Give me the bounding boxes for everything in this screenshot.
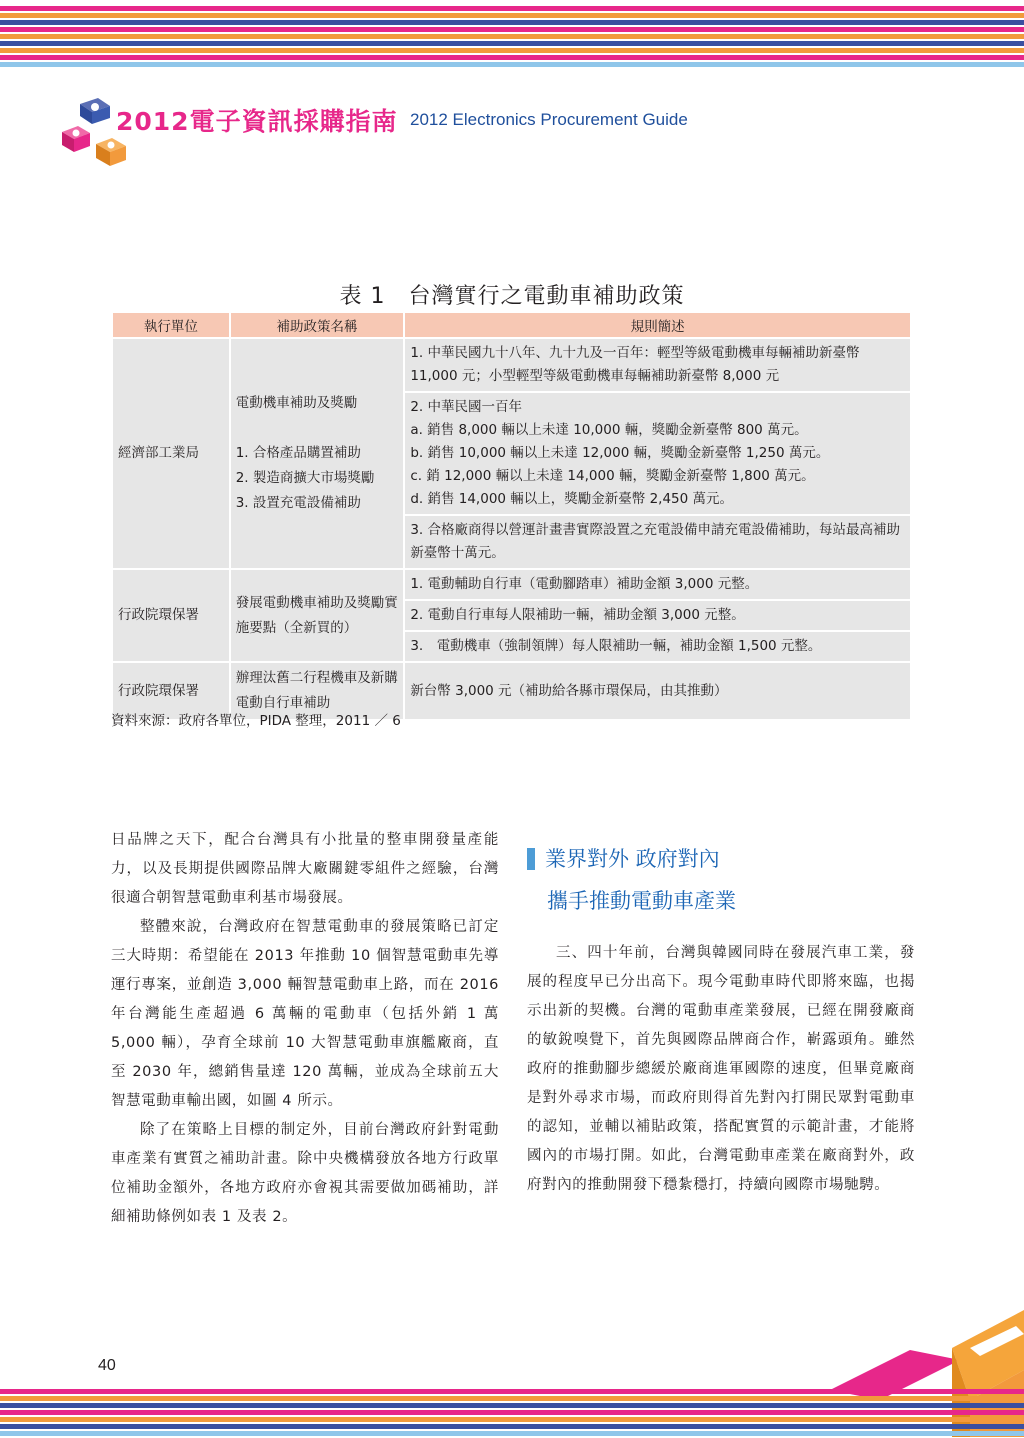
paragraph: 日品牌之天下，配合台灣具有小批量的整車開發量產能力，以及長期提供國際品牌大廠關鍵零組件之經驗，台灣很適合朝智慧電動車利基市場發展。: [111, 832, 499, 906]
policy-line: 1. 合格產品購置補助: [235, 445, 361, 461]
policy-line: 電動機車補助及獎勵: [235, 395, 358, 411]
brand-title-english: 2012 Electronics Procurement Guide: [410, 110, 688, 129]
stripe: [0, 62, 1024, 67]
header-unit: 執行單位: [112, 312, 230, 338]
stripe: [0, 34, 1024, 39]
heading-line-2: 攜手推動電動車產業: [547, 889, 736, 913]
unit-cell: 行政院環保署: [112, 569, 230, 662]
stripe: [0, 1410, 1024, 1415]
stripe: [0, 48, 1024, 53]
table-row: [112, 338, 911, 392]
stripe: [0, 41, 1024, 46]
paragraph: 三、四十年前，台灣與韓國同時在發展汽車工業，發展的程度早已分出高下。現今電動車時代即將來臨，也揭示出新的契機。台灣的電動車產業發展，已經在開發廠商的敏銳嗅覺下，首先與國際品牌商合作，嶄露頭角。雖然政府的推動腳步總緩於廠商進軍國際的速度，但畢竟廠商是對外尋求市場，而政府則得首先對內打開民眾對電動車的認知，並輔以補貼政策，搭配實質的示範計畫，才能將國內的市場打開。如此，台灣電動車產業在廠商對外，政府對內的推動開發下穩紮穩打，持續向國際市場馳騁。: [527, 945, 915, 1193]
rule-cell: 3. 電動機車（強制領牌）每人限補助一輛，補助金額 1,500 元整。: [404, 631, 911, 662]
heading-accent-bar: [527, 848, 535, 870]
left-text-column: [111, 826, 499, 1232]
stripe: [0, 20, 1024, 25]
stripe: [0, 55, 1024, 60]
policy-line: 2. 製造商擴大市場獎勵: [235, 470, 375, 486]
policy-line: [236, 416, 399, 441]
right-text-column: [527, 939, 915, 1200]
stripe: [0, 1424, 1024, 1429]
heading-line-1: 業界對外 政府對內: [545, 847, 720, 871]
policy-line: 3. 設置充電設備補助: [235, 495, 361, 511]
stripe: [0, 6, 1024, 11]
rule-cell: [404, 392, 911, 515]
stripe: [0, 1396, 1024, 1401]
unit-cell: 經濟部工業局: [112, 338, 230, 569]
policy-cell: 發展電動機車補助及獎勵實施要點（全新買的）: [230, 569, 405, 662]
stripe: [0, 1417, 1024, 1422]
stripe: [0, 13, 1024, 18]
header-rules: 規則簡述: [404, 312, 911, 338]
header-policy: 補助政策名稱: [230, 312, 405, 338]
rule-cell: 1. 電動輔助自行車（電動腳踏車）補助金額 3,000 元整。: [404, 569, 911, 600]
stripe: [0, 1403, 1024, 1408]
table-row: [112, 569, 911, 600]
policy-cell: 辦理汰舊二行程機車及新購電動自行車補助: [230, 662, 405, 720]
top-decorative-stripes: [0, 6, 1024, 69]
table-header-row: [112, 312, 911, 338]
rule-line: d. 銷售 14,000 輛以上，獎勵金新臺幣 2,450 萬元。: [410, 491, 734, 507]
rule-cell: 2. 電動自行車每人限補助一輛，補助金額 3,000 元整。: [404, 600, 911, 631]
table-source-note: 資料來源：政府各單位，PIDA 整理，2011 ／ 6: [111, 713, 401, 729]
paragraph: 除了在策略上目標的制定外，目前台灣政府針對電動車產業有實質之補助計畫。除中央機構發放各地方行政單位補助金額外，各地方政府亦會視其需要做加碼補助，詳細補助條例如表 1 及表 2。: [111, 1122, 499, 1225]
rule-cell: 新台幣 3,000 元（補助給各縣市環保局，由其推動）: [404, 662, 911, 720]
rule-line: b. 銷售 10,000 輛以上未達 12,000 輛，獎勵金新臺幣 1,250 萬元。: [410, 445, 830, 461]
bottom-decorative-stripes: [0, 1389, 1024, 1438]
rule-cell: 3. 合格廠商得以營運計畫書實際設置之充電設備申請充電設備補助，每站最高補助新臺幣十萬元。: [404, 515, 911, 569]
rule-line: c. 銷 12,000 輛以上未達 14,000 輛，獎勵金新臺幣 1,800 萬元。: [410, 468, 815, 484]
rule-line: a. 銷售 8,000 輛以上未達 10,000 輛，獎勵金新臺幣 800 萬元。: [410, 422, 808, 438]
rule-cell: 1. 中華民國九十八年、九十九及一百年：輕型等級電動機車每輛補助新臺幣 11,000 元；小型輕型等級電動機車每輛補助新臺幣 8,000 元: [404, 338, 911, 392]
page-number: 40: [98, 1357, 116, 1374]
stripe: [0, 1431, 1024, 1436]
subsidy-policy-table: [111, 311, 912, 721]
rule-line: 2. 中華民國一百年: [410, 399, 522, 415]
table-title: 表 1 台灣實行之電動車補助政策: [339, 284, 685, 309]
stripe: [0, 27, 1024, 32]
brand-title-chinese: 2012電子資訊採購指南: [116, 107, 398, 136]
stripe: [0, 1389, 1024, 1394]
policy-cell: [230, 338, 405, 569]
paragraph: 整體來說，台灣政府在智慧電動車的發展策略已訂定三大時期：希望能在 2013 年推動 10 個智慧電動車先導運行專案，並創造 3,000 輛智慧電動車上路，而在 2016 年台灣能生產超過 6 萬輛的電動車（包括外銷 1 萬 5,000 輛），孕育全球前 10 大智慧電動車旗艦廠商，直至 2030 年，總銷售量達 120 萬輛，並成為全球前五大智慧電動車輸出國，如圖 4 所示。: [111, 919, 499, 1109]
unit-cell: 行政院環保署: [112, 662, 230, 720]
page-header: [58, 98, 758, 168]
